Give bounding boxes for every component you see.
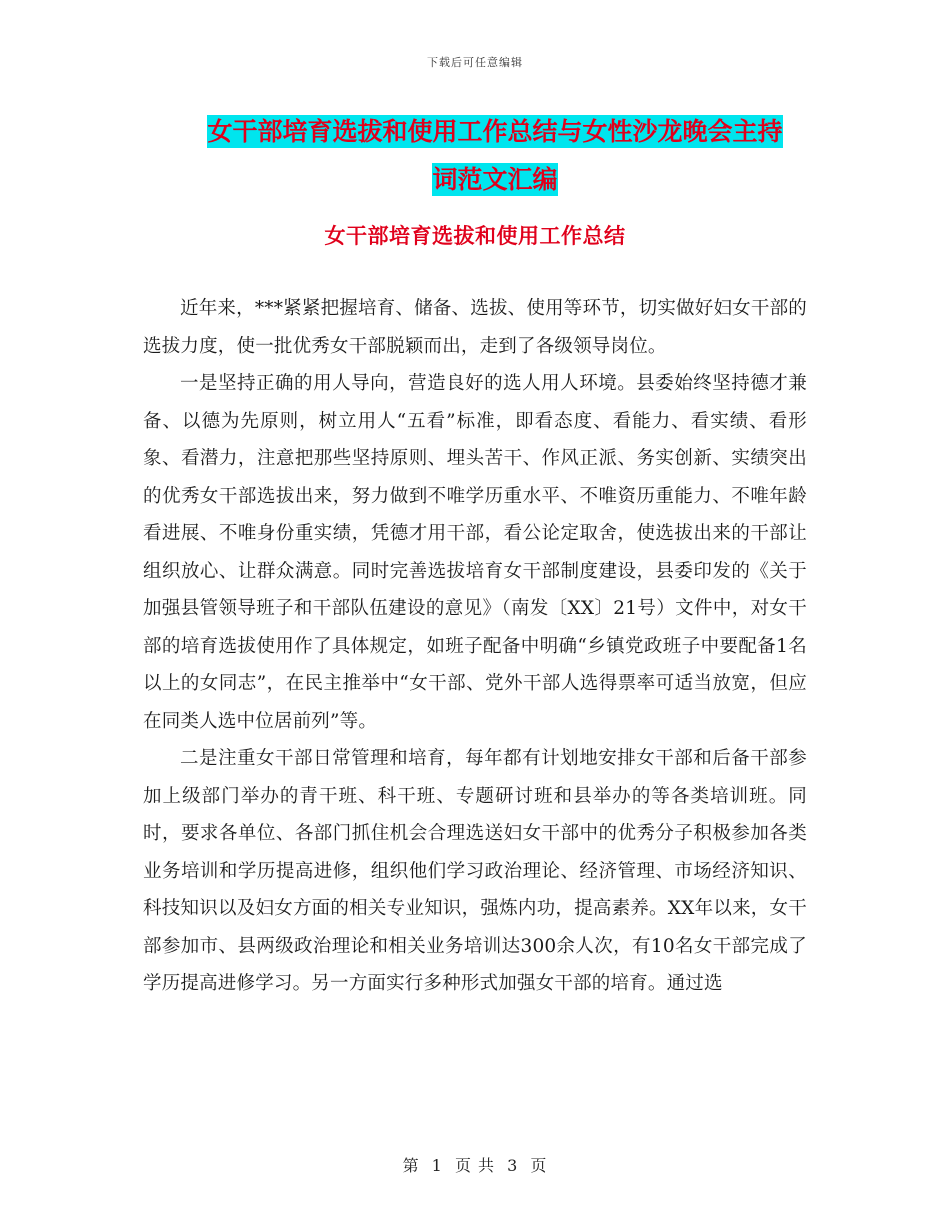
document-title [150, 108, 840, 204]
page-footer [0, 1153, 950, 1176]
paragraph: 近年来，***紧紧把握培育、储备、选拔、使用等环节，切实做好妇女干部的选拔力度，使一批优秀女干部脱颖而出，走到了各级领导岗位。 [143, 298, 807, 357]
page-mid: 页 共 [454, 1156, 496, 1175]
paragraph: 二是注重女干部日常管理和培育，每年都有计划地安排女干部和后备干部参加上级部门举办的青干班、科干班、专题研讨班和县举办的等各类培训班。同时，要求各单位、各部门抓住机会合理选送妇女干部中的优秀分子积极参加各类业务培训和学历提高进修，组织他们学习政治理论、经济管理、市场经济知识、科技知识以及妇女方面的相关专业知识，强炼内功，提高素养。XX年以来，女干部参加市、县两级政治理论和相关业务培训达300余人次，有10名女干部完成了学历提高进修学习。另一方面实行多种形式加强女干部的培育。通过选 [143, 748, 807, 994]
document-title-line2: 词范文汇编 [432, 165, 558, 194]
header-note: 下载后可任意编辑 [427, 56, 523, 69]
page-prefix: 第 [402, 1156, 420, 1175]
page-total: 3 [507, 1156, 519, 1175]
page-current: 1 [431, 1156, 443, 1175]
page-suffix: 页 [530, 1156, 548, 1175]
document-body [143, 290, 807, 1003]
section-title: 女干部培育选拔和使用工作总结 [324, 223, 626, 248]
document-title-line1: 女干部培育选拔和使用工作总结与女性沙龙晚会主持 [207, 117, 783, 146]
paragraph: 一是坚持正确的用人导向，营造良好的选人用人环境。县委始终坚持德才兼备、以德为先原则，树立用人“五看”标准，即看态度、看能力、看实绩、看形象、看潜力，注意把那些坚持原则、埋头苦干、作风正派、务实创新、实绩突出的优秀女干部选拔出来，努力做到不唯学历重水平、不唯资历重能力、不唯年龄看进展、不唯身份重实绩，凭德才用干部，看公论定取舍，使选拔出来的干部让组织放心、让群众满意。同时完善选拔培育女干部制度建设，县委印发的《关于加强县管领导班子和干部队伍建设的意见》（南发〔XX〕21号）文件中，对女干部的培育选拔使用作了具体规定，如班子配备中明确“乡镇党政班子中要配备1名以上的女同志”，在民主推举中“女干部、党外干部人选得票率可适当放宽，但应在同类人选中位居前列”等。 [143, 373, 807, 732]
